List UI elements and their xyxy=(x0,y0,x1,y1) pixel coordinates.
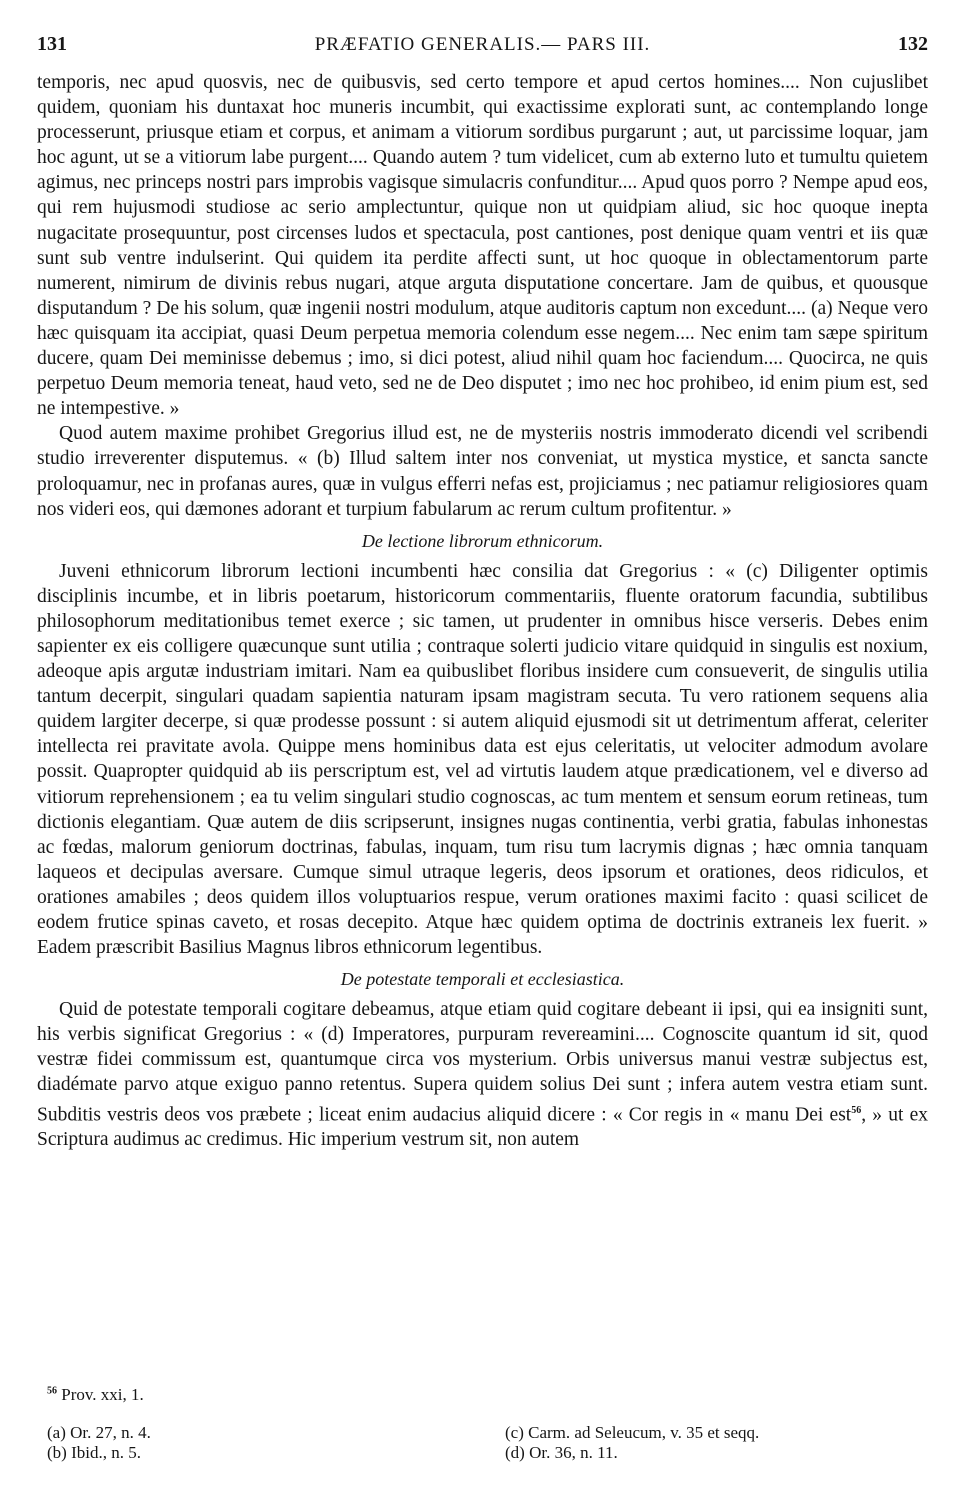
footnote-mark: (d) xyxy=(505,1443,525,1462)
footnote-text: Or. 36, n. 11. xyxy=(529,1443,618,1462)
page-number-right: 132 xyxy=(898,33,928,55)
footnote xyxy=(47,1423,151,1443)
footnote xyxy=(47,1443,151,1463)
paragraph-text: Quid de potestate temporali cogitare debeamus, atque etiam quid cogitare debeant ii ipsi, qui ea insigniti sunt, his verbis significat Gregorius : « (d) Imperatores, purpuram revereamini.... Cognoscite quantum id sit, quod vestræ fidei commissum est, quantumque circa vos mysterium. Orbis universus manui vestræ subjectus est, diadémate parvo atque exiguo panno retentus. Supera quidem solius Dei sunt ; infera autem vestra etiam sunt. Subditis vestris deos vos præbete ; liceat enim audacius aliquid dicere : « Cor regis in « manu Dei est xyxy=(37,999,928,1126)
footnote xyxy=(505,1423,759,1443)
note-marker: 56 xyxy=(47,1385,57,1397)
main-text xyxy=(37,70,928,1152)
note-reference: 56 xyxy=(851,1104,862,1116)
footnote-text: Carm. ad Seleucum, v. 35 et seqq. xyxy=(528,1423,760,1442)
running-header xyxy=(37,33,928,61)
page-number-left: 131 xyxy=(37,33,67,55)
footnote-mark: (b) xyxy=(47,1443,67,1462)
footnote-text: Or. 27, n. 4. xyxy=(70,1423,151,1442)
paragraph: Juveni ethnicorum librorum lectioni incumbenti hæc consilia dat Gregorius : « (c) Diligenter optimis disciplinis incumbe, et in libris poetarum, historicorum commentariis, fluente oratorum facundia, subtilibus philosophorum meditationibus temet exerce ; sic tamen, ut prudenter in omnibus hisce verseris. Debes enim sapienter ex eis colligere quæcunque sunt utilia ; contraque solerti judicio vitare quidquid in singulis est noxium, adeoque apis argutæ industriam imitari. Nam ea quibuslibet floribus insidere cum consueverit, de singulis utilia tantum decerpit, singulari quadam sapientia naturam ipsam magistram secuta. Tu vero rationem sequens alia quidem largiter decerpe, si quæ prodesse possunt : si autem aliquid ejusmodi sit ut detrimentum afferat, celeriter intellecta rei pravitate avola. Quippe mens hominibus data est ejus celeritatis, ut velociter admodum avolare possit. Quapropter quidquid ab iis perscriptum est, vel ad virtutis laudem atque prædicationem, vel e diverso ad vitiorum reprehensionem ; ea tu velim singulari studio cognoscas, ac tum mentem et sensum eorum retineas, tum dictionis elegantiam. Quæ autem de diis scripserunt, insignes nugas continentia, verbi gratia, fabulas inhonestas ac fœdas, malorum geniorum doctrinas, fabulas, inquam, tum risu tum lacrymis dignas ; hæc omnia tanquam laqueos et decipulas aversare. Cumque simul utraque legeris, deos ipsorum et orationes, deos ridiculos, et orationes amabiles ; deos quidem illos voluptuarios respue, verum orationes maximi facito : quasi scilicet de eodem frutice spinas caveto, et rosas decepito. Atque hæc quidem optima de doctrinis extraneis lex fuerit. » Eadem præscribit Basilius Magnus libros ethnicorum legentibus. xyxy=(37,560,928,959)
paragraph-text: , » ut ex Scriptura audimus ac credimus. Hic imperium vestrum sit, non autem xyxy=(37,1104,928,1151)
footnote-text: Ibid., n. 5. xyxy=(71,1443,141,1462)
section-heading: De potestate temporali et ecclesiastica. xyxy=(340,969,625,990)
running-title: PRÆFATIO GENERALIS.— PARS III. xyxy=(314,34,651,55)
paragraph: temporis, nec apud quosvis, nec de quibusvis, sed certo tempore et apud certos homines.... Non cujuslibet quidem, quoniam his duntaxat hoc muneris incumbit, qui exactissime explorati sunt, ac contemplando longe processerunt, priusque etiam et corpus, et animam a vitiorum sordibus purgarunt ; aut, ut parcissime loquar, jam hoc agunt, ut se a vitiorum labe purgent.... Quando autem ? tum videlicet, cum ab externo luto et tumultu quietem agimus, nec princeps nostri pars improbis vagisque simulacris confunditur.... Apud quos porro ? Nempe apud eos, qui rem hujusmodi studiose ac serio amplectuntur, quique non ut quidpiam aliud, sic hoc quoque inepta nugacitate prosequuntur, post circenses ludos et spectacula, post cantiones, post denique quam ventri et iis quæ sunt sub ventre indulserint. Qui quidem ita perdite affecti sunt, ut hoc quoque in oblectamentorum parte numerent, nimirum de divinis rebus nugari, atque arguta disputatione concertare. Jam de quibus, et quousque disputandum ? De his solum, quæ ingenii nostri modulum, atque auditoris captum non excedunt.... (a) Neque vero hæc quisquam ita accipiat, quasi Deum perpetua memoria colendum esse negem.... Nec enim tam sæpe spiritum ducere, quam Dei meminisse debemus ; imo, si dici potest, aliud nihil quam hoc faciendum.... Quocirca, ne quis perpetuo Deum memoria teneat, haud veto, sed ne de Deo disputet ; imo nec hoc prohibeo, id enim pium est, sed ne intempestive. » xyxy=(37,72,928,420)
footnote-column-left xyxy=(47,1423,151,1463)
section-heading: De lectione librorum ethnicorum. xyxy=(361,530,604,551)
paragraph xyxy=(37,997,928,1152)
footnote-mark: (a) xyxy=(47,1423,66,1442)
footnote-mark: (c) xyxy=(505,1423,524,1442)
footnote xyxy=(505,1443,759,1463)
footnote-column-right xyxy=(505,1423,759,1463)
note-text: Prov. xxi, 1. xyxy=(61,1385,144,1404)
paragraph: Quod autem maxime prohibet Gregorius illud est, ne de mysteriis nostris immoderato dicendi vel scribendi studio irreverenter disputemus. « (b) Illud saltem inter nos conveniat, ut mystica mystice, et sancta sancte proloquamur, nec in profanas aures, quæ in vulgus efferri nefas est, projiciamus ; nec patiamur religiosiores quam nos videri eos, qui dæmones adorant et turpium fabularum ac rerum cultum profitentur. » xyxy=(37,423,928,520)
scripture-note xyxy=(47,1385,144,1405)
